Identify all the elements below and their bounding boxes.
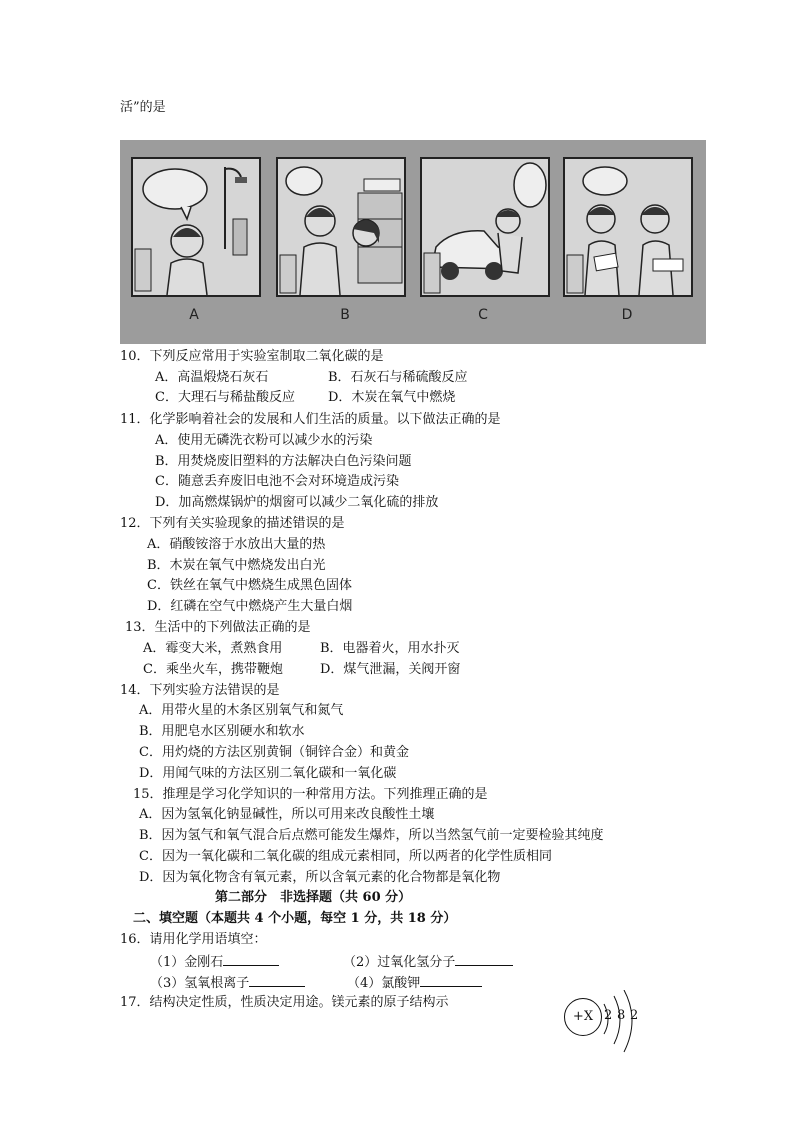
option-a: A．硝酸铵溶于水放出大量的热 [147,537,326,552]
panel-b-label: B [340,307,350,323]
cartoon-panel-a [131,157,261,297]
intro-text: 活”的是 [120,100,166,115]
fill-item-3: （3）氢氧根离子 [150,972,305,994]
question-number: 12． [120,516,150,531]
fill-item-4: （4）氯酸钾 [347,972,482,994]
question-number: 15． [133,787,163,802]
question-stem: 下列实验方法错误的是 [149,683,280,698]
option-a: A．高温煅烧石灰石 [155,370,269,385]
study-illustration [565,159,691,295]
question-stem: 化学影响着社会的发展和人们生活的质量。以下做法正确的是 [149,412,501,427]
option-c: C．大理石与稀盐酸反应 [155,390,295,405]
option-d: D．木炭在氧气中燃烧 [328,390,456,405]
option-c: C．因为一氧化碳和二氧化碳的组成元素相同，所以两者的化学性质相同 [139,849,552,864]
fill-item-1: （1）金刚石 [150,951,279,973]
cartoon-panel-d [563,157,693,297]
option-b: B．用焚烧废旧塑料的方法解决白色污染问题 [155,454,412,469]
part-two-title: 第二部分 非选择题（共 60 分） [215,890,412,905]
shopping-illustration [278,159,404,295]
option-b: B．电器着火，用水扑灭 [320,641,460,656]
atom-structure-diagram [560,990,650,1055]
option-c: C．铁丝在氧气中燃烧生成黑色固体 [147,578,352,593]
question-number: 16． [120,932,150,947]
shell-2-count: 8 [617,1008,626,1023]
answer-blank[interactable] [420,972,482,987]
option-d: D．因为氧化物含有氧元素，所以含氧元素的化合物都是氧化物 [139,870,501,885]
shell-1-count: 2 [604,1008,613,1023]
fill-item-2: （2）过氧化氢分子 [343,951,513,973]
question-17 [120,993,449,1013]
question-13 [125,618,311,638]
question-number: 11． [120,412,150,427]
option-c: C．乘坐火车，携带鞭炮 [143,662,283,677]
question-stem: 推理是学习化学知识的一种常用方法。下列推理正确的是 [162,787,488,802]
option-d: D．煤气泄漏，关阀开窗 [320,662,461,677]
option-a: A．使用无磷洗衣粉可以减少水的污染 [155,433,373,448]
shell-3-count: 2 [630,1008,639,1023]
option-b: B．因为氢气和氧气混合后点燃可能发生爆炸，所以当然氢气前一定要检验其纯度 [139,828,604,843]
option-a: A．霉变大米，煮熟食用 [143,641,283,656]
answer-blank[interactable] [249,972,305,987]
car-illustration [422,159,548,295]
panel-d-label: D [621,307,633,323]
cartoon-panel-b [276,157,406,297]
option-a: A．用带火星的木条区别氧气和氮气 [139,703,344,718]
question-number: 10． [120,349,150,364]
panel-a-label: A [189,307,199,323]
option-d: D．红磷在空气中燃烧产生大量白烟 [147,599,353,614]
cartoon-panel-c [420,157,550,297]
option-c: C．用灼烧的方法区别黄铜（铜锌合金）和黄金 [139,745,409,760]
question-number: 13． [125,620,155,635]
question-15 [133,785,488,805]
answer-blank[interactable] [223,951,279,966]
question-16 [120,930,267,950]
answer-blank[interactable] [455,951,513,966]
question-stem: 生活中的下列做法正确的是 [154,620,311,635]
question-stem: 结构决定性质，性质决定用途。镁元素的原子结构示 [149,995,449,1010]
option-d: D．用闻气味的方法区别二氧化碳和一氧化碳 [139,766,397,781]
option-b: B．木炭在氧气中燃烧发出白光 [147,558,326,573]
question-14 [120,681,280,701]
question-stem: 请用化学用语填空： [149,932,267,947]
question-12 [120,514,345,534]
question-stem: 下列反应常用于实验室制取二氧化碳的是 [149,349,384,364]
question-number: 17． [120,995,150,1010]
question-stem: 下列有关实验现象的描述错误的是 [149,516,345,531]
option-c: C．随意丢弃废旧电池不会对环境造成污染 [155,474,399,489]
question-11 [120,410,501,430]
option-a: A．因为氢氧化钠显碱性，所以可用来改良酸性土壤 [139,807,435,822]
section-heading: 二、填空题（本题共 4 个小题，每空 1 分，共 18 分） [133,911,457,926]
panel-c-label: C [478,307,488,323]
option-b: B．石灰石与稀硫酸反应 [328,370,468,385]
option-b: B．用肥皂水区别硬水和软水 [139,724,305,739]
shower-illustration [133,159,259,295]
option-d: D．加高燃煤锅炉的烟窗可以减少二氧化硫的排放 [155,495,439,510]
question-10 [120,347,384,367]
cartoon-strip [120,140,706,344]
question-number: 14． [120,683,150,698]
nucleus: +X [564,998,602,1036]
